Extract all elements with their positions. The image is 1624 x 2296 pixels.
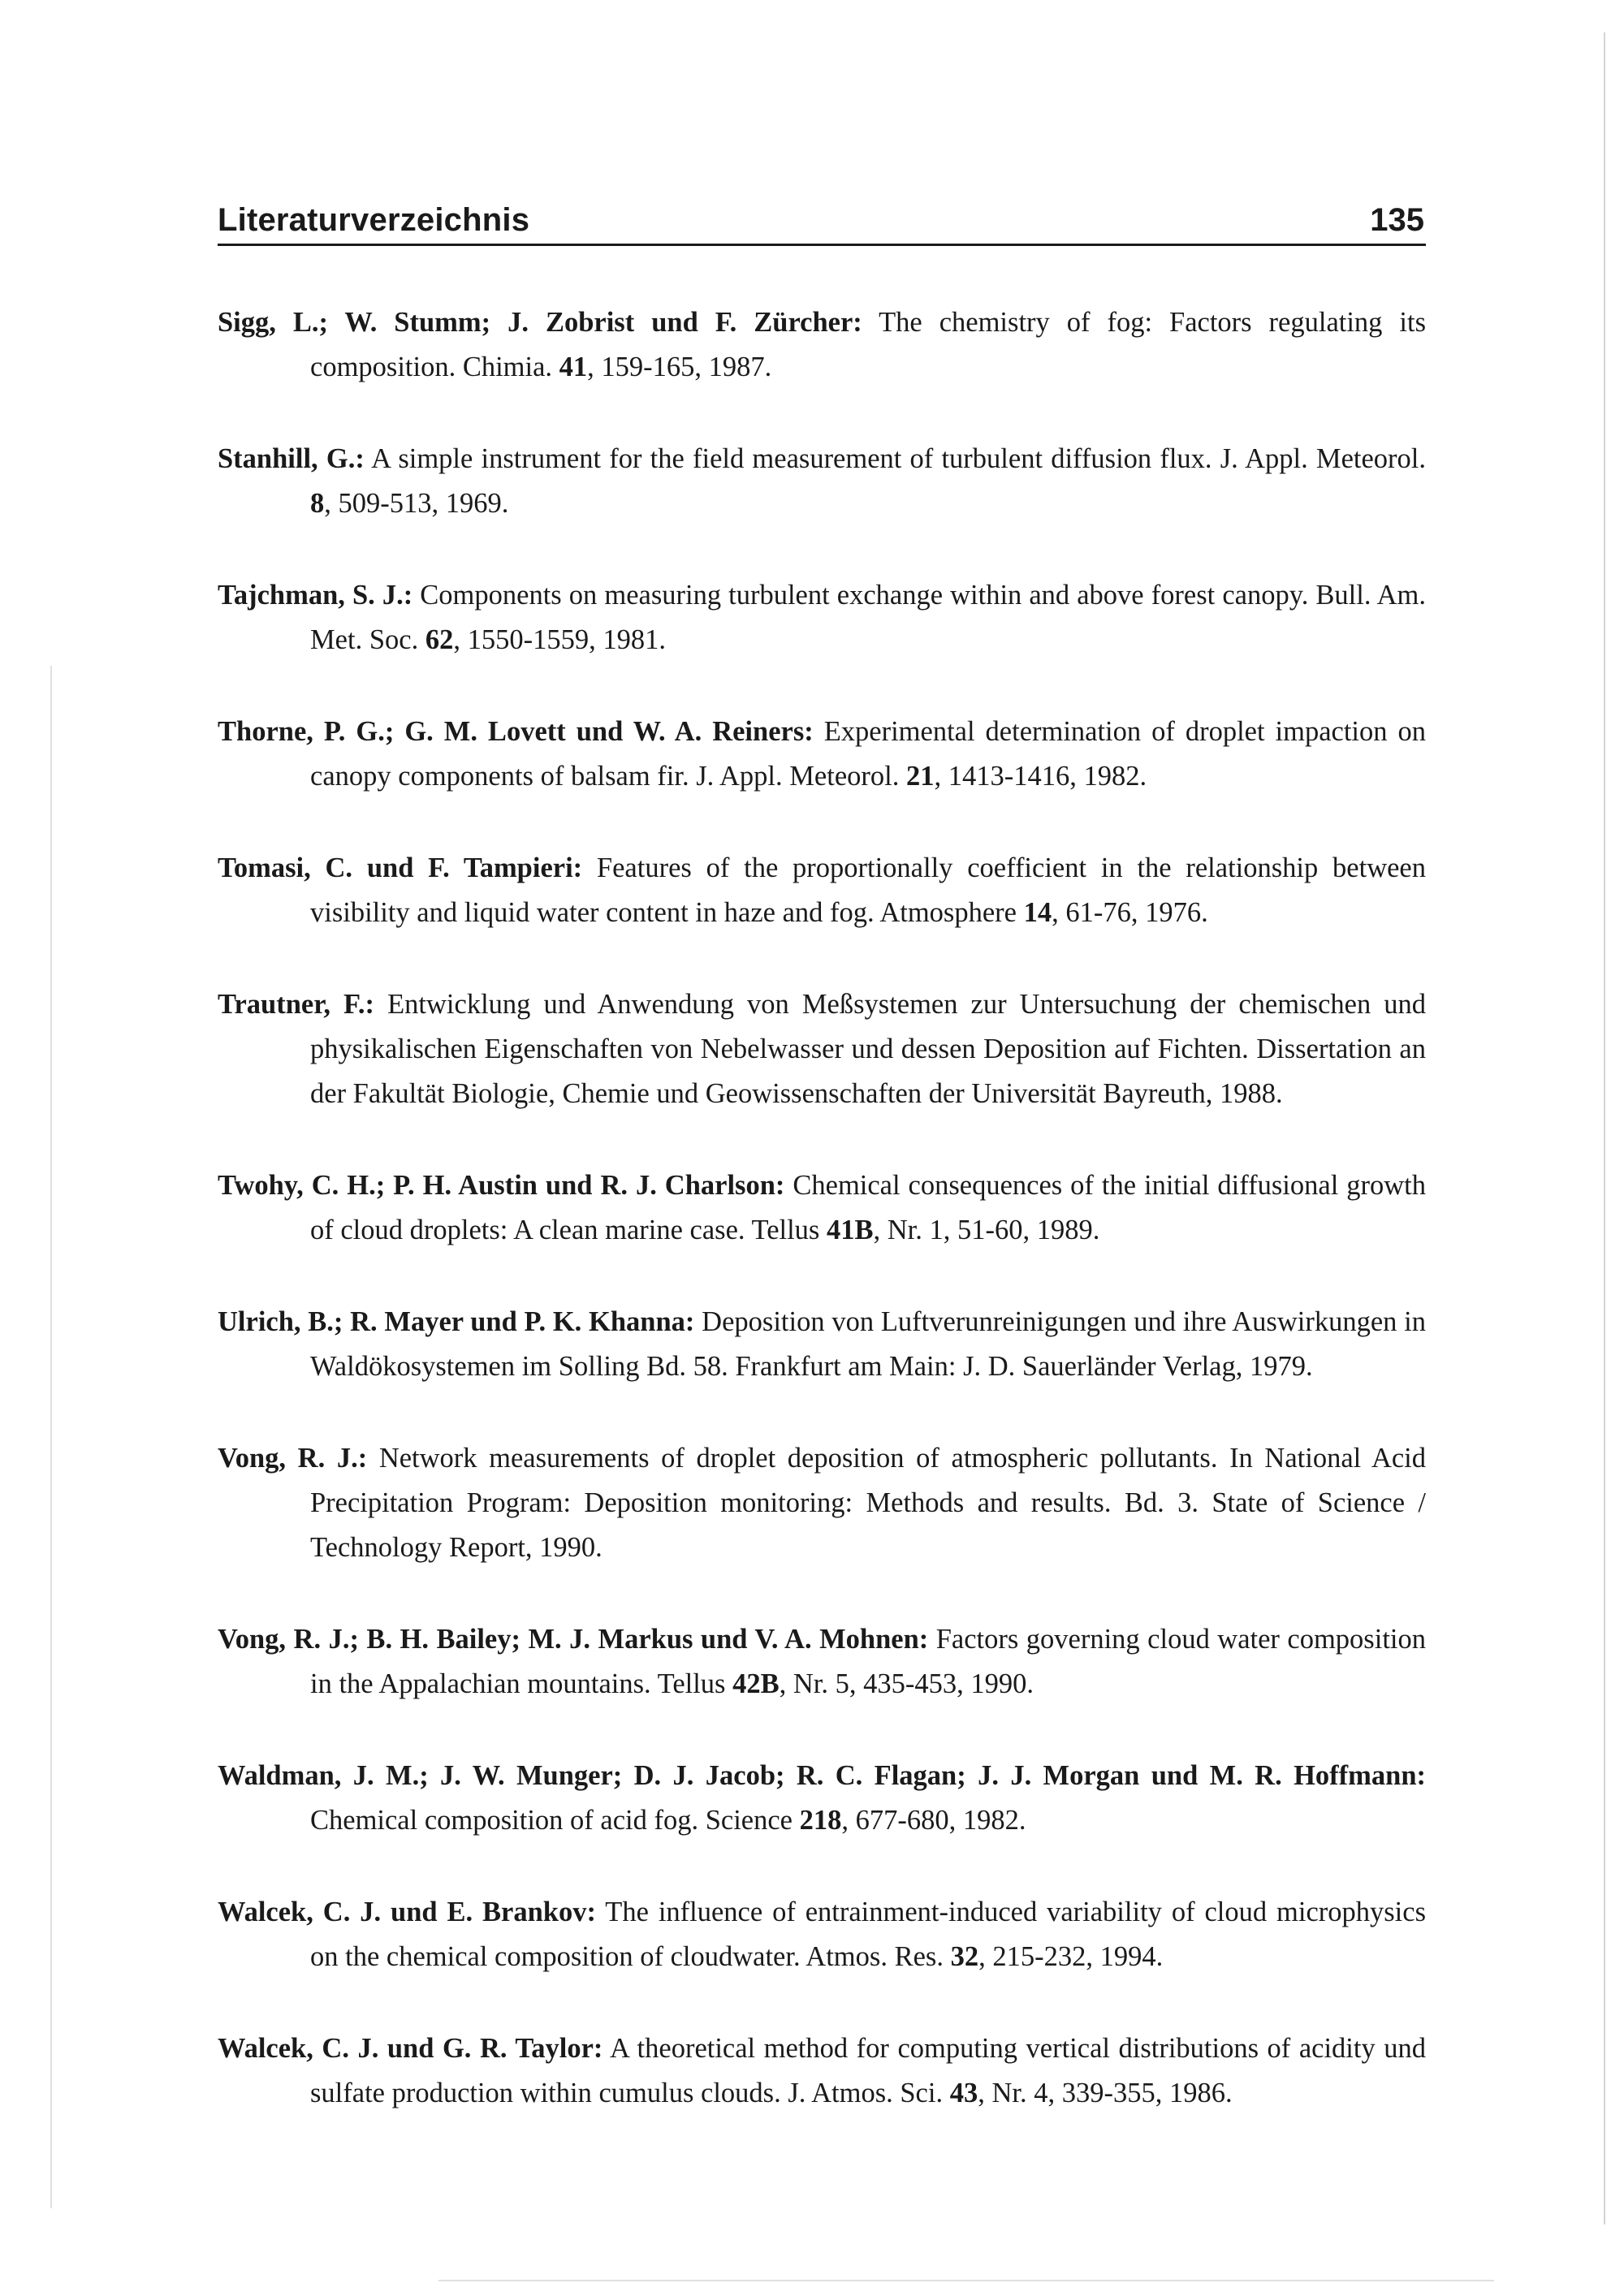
reference-entry [218,846,1426,935]
scan-artifact-bottom-edge [438,2280,1494,2281]
reference-entry [218,2026,1426,2116]
reference-text: A simple instrument for the field measurement of turbulent diffusion flux. J. Appl. Meteorol. [364,443,1426,474]
reference-volume: 62 [425,624,454,655]
reference-text: Deposition von Luftverunreinigungen und ihre Auswirkungen in Waldökosystemen im Solling Bd. 58. Frankfurt am Main: J. D. Sauerländer Verlag, 1979. [310,1306,1426,1382]
reference-text: The chemistry of fog: Factors regulating its composition. Chimia. [310,307,1426,382]
reference-authors: Vong, R. J.: [218,1443,368,1474]
reference-entry [218,1300,1426,1389]
reference-authors: Trautner, F.: [218,989,375,1020]
reference-volume: 41 [559,352,588,382]
reference-volume: 41B [826,1215,874,1245]
reference-tail: , 1413-1416, 1982. [934,761,1147,792]
scan-artifact-right-edge [1604,32,1605,2225]
reference-entry [218,1617,1426,1707]
reference-volume: 14 [1023,897,1052,928]
reference-authors: Sigg, L.; W. Stumm; J. Zobrist und F. Zürcher: [218,307,862,338]
reference-tail: , Nr. 1, 51-60, 1989. [873,1215,1100,1245]
reference-list [218,300,1426,2163]
reference-text: Components on measuring turbulent exchange within and above forest canopy. Bull. Am. Met. Soc. [310,580,1427,655]
reference-tail: , 215-232, 1994. [978,1941,1164,1972]
reference-authors: Waldman, J. M.; J. W. Munger; D. J. Jacob; R. C. Flagan; J. J. Morgan und M. R. Hoffmann: [218,1760,1426,1791]
reference-authors: Twohy, C. H.; P. H. Austin und R. J. Charlson: [218,1170,785,1201]
reference-tail: , 1550-1559, 1981. [453,624,666,655]
reference-tail: , 509-513, 1969. [324,488,509,519]
page-number: 135 [1370,202,1424,238]
reference-authors: Stanhill, G.: [218,443,365,474]
reference-tail: , Nr. 4, 339-355, 1986. [978,2078,1233,2108]
reference-authors: Vong, R. J.; B. H. Bailey; M. J. Markus und V. A. Mohnen: [218,1624,929,1655]
scan-artifact-left-edge [50,666,52,2208]
reference-text: Entwicklung und Anwendung von Meßsystemen zur Untersuchung der chemischen und physikalischen Eigenschaften von Nebelwasser und dessen Deposition auf Fichten. Dissertation an der Fakultät Biologie, Chemie und Geowissenschaften der Universität Bayreuth, 1988. [310,989,1426,1109]
reference-text: Network measurements of droplet deposition of atmospheric pollutants. In National Acid Precipitation Program: Deposition monitoring: Methods and results. Bd. 3. State of Science / Technology Report, 1990. [310,1443,1427,1563]
reference-text: Experimental determination of droplet impaction on canopy components of balsam fir. J. Appl. Meteorol. [310,716,1426,792]
reference-authors: Tomasi, C. und F. Tampieri: [218,852,583,883]
reference-authors: Ulrich, B.; R. Mayer und P. K. Khanna: [218,1306,695,1337]
reference-tail: , 61-76, 1976. [1052,897,1208,928]
reference-entry [218,982,1426,1116]
reference-text: The influence of entrainment-induced variability of cloud microphysics on the chemical composition of cloudwater. Atmos. Res. [310,1897,1426,1972]
reference-entry [218,1754,1426,1843]
reference-volume: 21 [905,761,935,792]
reference-tail: , 159-165, 1987. [587,352,772,382]
reference-authors: Walcek, C. J. und G. R. Taylor: [218,2033,603,2064]
reference-text: A theoretical method for computing vertical distributions of acidity und sulfate production within cumulus clouds. J. Atmos. Sci. [310,2033,1426,2108]
reference-authors: Thorne, P. G.; G. M. Lovett und W. A. Reiners: [218,716,814,747]
page-header [218,193,1426,246]
reference-volume: 42B [732,1668,780,1699]
reference-entry [218,1163,1426,1253]
reference-text: Chemical consequences of the initial diffusional growth of cloud droplets: A clean marine case. Tellus [310,1170,1426,1245]
reference-entry [218,710,1426,799]
reference-entry [218,1890,1426,1979]
reference-volume: 43 [949,2078,978,2108]
reference-authors: Walcek, C. J. und E. Brankov: [218,1897,596,1927]
reference-entry [218,573,1426,662]
reference-text: Chemical composition of acid fog. Science [310,1805,800,1836]
reference-entry [218,300,1426,390]
reference-entry [218,1436,1426,1570]
reference-volume: 218 [799,1805,842,1836]
reference-entry [218,437,1426,526]
reference-authors: Tajchman, S. J.: [218,580,413,611]
reference-text: Factors governing cloud water composition in the Appalachian mountains. Tellus [310,1624,1426,1699]
reference-volume: 8 [310,488,325,519]
running-header-title: Literaturverzeichnis [218,202,530,238]
reference-tail: , Nr. 5, 435-453, 1990. [779,1668,1034,1699]
reference-volume: 32 [950,1941,979,1972]
reference-text: Features of the proportionally coefficient in the relationship between visibility and liquid water content in haze and fog. Atmosphere [310,852,1426,928]
reference-tail: , 677-680, 1982. [841,1805,1026,1836]
